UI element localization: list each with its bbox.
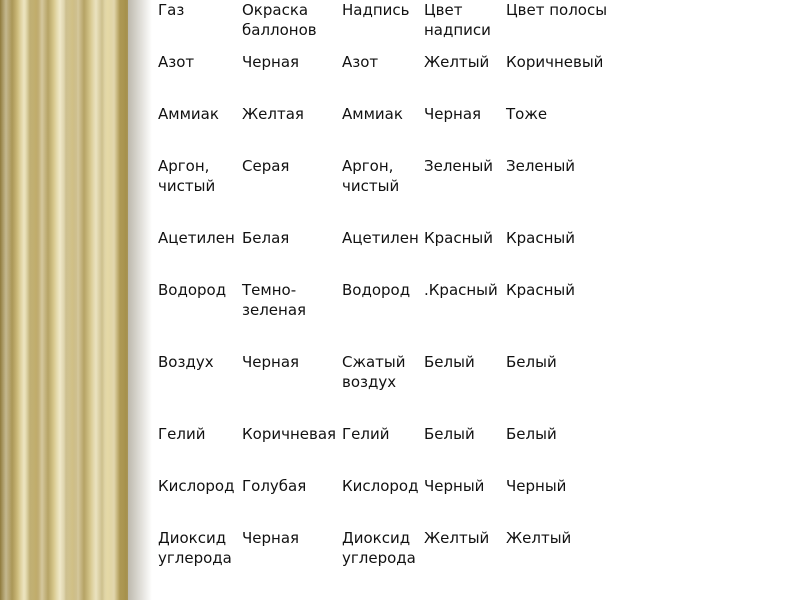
cell-label: Диоксид углерода: [342, 529, 416, 567]
cell-stripe-color: Тоже: [506, 105, 548, 123]
cell-gas: Диоксид углерода: [158, 529, 232, 567]
cell-cylinder-color: Голубая: [242, 477, 307, 495]
cell-gas: Аргон, чистый: [158, 157, 216, 195]
table-row: [158, 156, 618, 228]
cell-stripe-color: Черный: [506, 477, 567, 495]
cell-label: Аргон, чистый: [342, 157, 400, 195]
cell-label: Ацетилен: [342, 229, 419, 247]
cell-cylinder-color: Черная: [242, 353, 300, 371]
cell-label: Водород: [342, 281, 411, 299]
cell-label-color: Желтый: [424, 53, 490, 71]
cell-label-color: Белый: [424, 425, 475, 443]
cell-label-color: Белый: [424, 353, 475, 371]
cell-gas: Кислород: [158, 477, 235, 495]
cell-gas: Гелий: [158, 425, 206, 443]
cell-stripe-color: Красный: [506, 229, 576, 247]
table-header-row: [158, 0, 618, 52]
cell-gas: Аммиак: [158, 105, 219, 123]
cell-label-color: Зеленый: [424, 157, 494, 175]
decorative-curtain: [0, 0, 128, 600]
cell-cylinder-color: Темно-зеленая: [242, 281, 307, 319]
cell-stripe-color: Белый: [506, 425, 557, 443]
cell-label-color: Желтый: [424, 529, 490, 547]
cell-stripe-color: Зеленый: [506, 157, 576, 175]
cell-cylinder-color: Черная: [242, 529, 300, 547]
table-row: [158, 228, 618, 280]
cell-cylinder-color: Желтая: [242, 105, 304, 123]
cell-stripe-color: Коричневый: [506, 53, 604, 71]
cell-cylinder-color: Серая: [242, 157, 290, 175]
cell-gas: Ацетилен: [158, 229, 235, 247]
cell-cylinder-color: Белая: [242, 229, 290, 247]
cell-stripe-color: Красный: [506, 281, 576, 299]
table-row: [158, 52, 618, 104]
cell-label-color: Черная: [424, 105, 482, 123]
header-gas: Газ: [158, 1, 185, 19]
cell-gas: Водород: [158, 281, 227, 299]
cell-label-color: .Красный: [424, 281, 498, 299]
cell-label: Азот: [342, 53, 379, 71]
cell-cylinder-color: Коричневая: [242, 425, 337, 443]
cell-label: Кислород: [342, 477, 419, 495]
table-row: [158, 104, 618, 156]
header-stripe-color: Цвет полосы: [506, 1, 608, 19]
cell-gas: Воздух: [158, 353, 214, 371]
curtain-shadow: [128, 0, 152, 600]
header-cylinder-color: Окраска баллонов: [242, 1, 317, 39]
gas-cylinder-table: [158, 0, 618, 580]
header-label: Надпись: [342, 1, 410, 19]
header-label-color: Цвет надписи: [424, 1, 491, 39]
cell-stripe-color: Желтый: [506, 529, 572, 547]
table-row: [158, 476, 618, 528]
cell-gas: Азот: [158, 53, 195, 71]
cell-label: Аммиак: [342, 105, 403, 123]
table-row: [158, 424, 618, 476]
cell-label: Сжатый воздух: [342, 353, 406, 391]
cell-label: Гелий: [342, 425, 390, 443]
cell-label-color: Черный: [424, 477, 485, 495]
cell-stripe-color: Белый: [506, 353, 557, 371]
table-row: [158, 280, 618, 352]
table-row: [158, 528, 618, 580]
table-row: [158, 352, 618, 424]
cell-cylinder-color: Черная: [242, 53, 300, 71]
cell-label-color: Красный: [424, 229, 494, 247]
